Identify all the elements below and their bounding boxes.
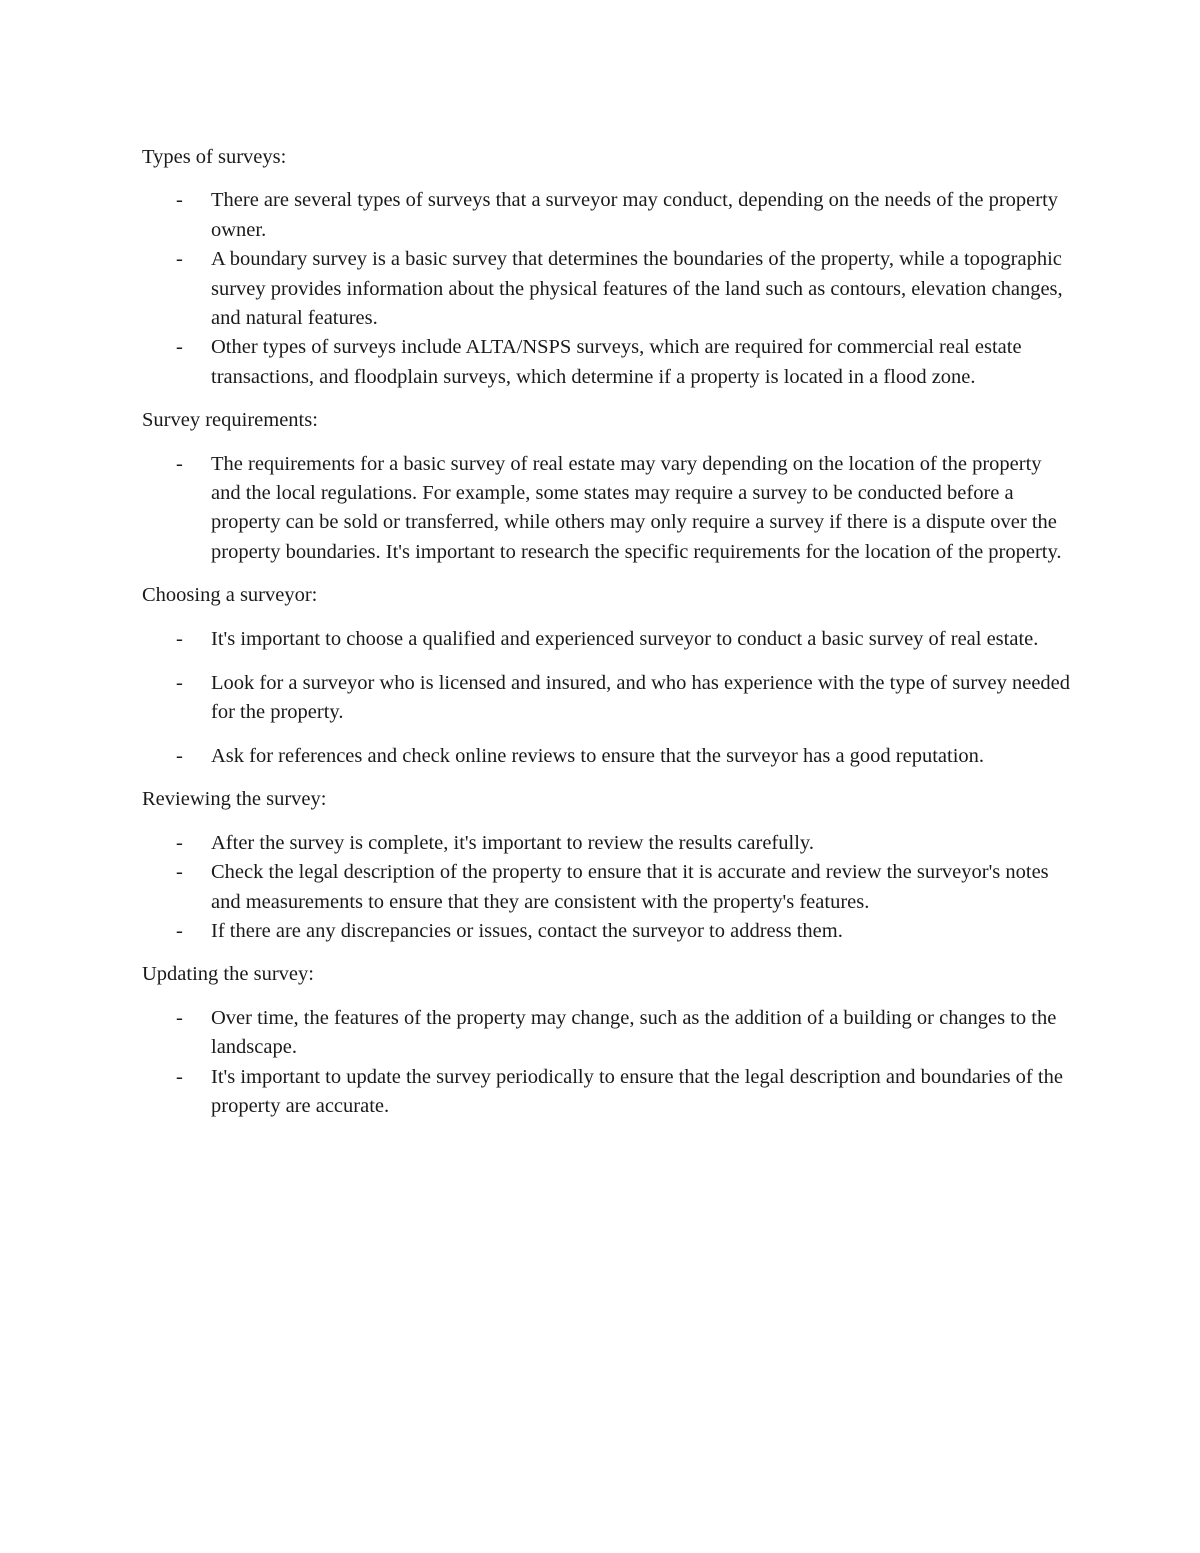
bullet-list bbox=[142, 625, 1072, 772]
list-item bbox=[142, 917, 1072, 946]
list-item bbox=[142, 1004, 1072, 1063]
section-heading: Choosing a surveyor: bbox=[142, 584, 318, 607]
list-item bbox=[142, 829, 1072, 858]
list-item-text: Check the legal description of the property to ensure that it is accurate and review the surveyor's notes and measurements to ensure that they are consistent with the property's features. bbox=[211, 861, 1049, 913]
bullet-dash: - bbox=[176, 861, 183, 884]
bullet-dash: - bbox=[176, 919, 183, 942]
list-item bbox=[142, 858, 1072, 917]
bullet-dash: - bbox=[176, 744, 183, 767]
section-updating-the-survey bbox=[142, 960, 1072, 1121]
bullet-dash: - bbox=[176, 671, 183, 694]
list-item bbox=[142, 742, 1072, 771]
bullet-list bbox=[142, 450, 1072, 568]
bullet-dash: - bbox=[176, 627, 183, 650]
list-item bbox=[142, 245, 1072, 333]
list-item-text: It's important to update the survey periodically to ensure that the legal description and boundaries of the property are accurate. bbox=[211, 1065, 1063, 1117]
bullet-dash: - bbox=[176, 1006, 183, 1029]
section-types-of-surveys bbox=[142, 143, 1072, 392]
bullet-dash: - bbox=[176, 1065, 183, 1088]
list-item bbox=[142, 669, 1072, 728]
section-choosing-a-surveyor bbox=[142, 581, 1072, 771]
section-heading: Reviewing the survey: bbox=[142, 788, 327, 811]
bullet-dash: - bbox=[176, 831, 183, 854]
bullet-dash: - bbox=[176, 189, 183, 212]
list-item bbox=[142, 333, 1072, 392]
section-heading: Survey requirements: bbox=[142, 409, 318, 432]
list-item bbox=[142, 186, 1072, 245]
list-item-text: Ask for references and check online reviews to ensure that the surveyor has a good reputation. bbox=[211, 744, 985, 767]
section-heading: Updating the survey: bbox=[142, 963, 314, 986]
section-survey-requirements bbox=[142, 406, 1072, 567]
list-item-text: Other types of surveys include ALTA/NSPS surveys, which are required for commercial real estate transactions, and floodplain surveys, which determine if a property is located in a flood zone. bbox=[211, 336, 1022, 388]
list-item-text: Over time, the features of the property may change, such as the addition of a building or changes to the landscape. bbox=[211, 1006, 1057, 1059]
list-item bbox=[142, 450, 1072, 568]
bullet-dash: - bbox=[176, 452, 183, 475]
section-reviewing-the-survey bbox=[142, 785, 1072, 946]
list-item bbox=[142, 1063, 1072, 1122]
list-item-text: There are several types of surveys that a surveyor may conduct, depending on the needs of the property owner. bbox=[211, 189, 1059, 241]
bullet-dash: - bbox=[176, 248, 183, 271]
list-item-text: Look for a surveyor who is licensed and insured, and who has experience with the type of survey needed for the property. bbox=[211, 671, 1071, 723]
bullet-dash: - bbox=[176, 336, 183, 359]
bullet-list bbox=[142, 1004, 1072, 1122]
bullet-list bbox=[142, 186, 1072, 392]
list-item-text: A boundary survey is a basic survey that determines the boundaries of the property, while a topographic survey provides information about the physical features of the land such as contours, elevation changes, and natural features. bbox=[211, 248, 1063, 330]
list-item-text: If there are any discrepancies or issues, contact the surveyor to address them. bbox=[211, 919, 843, 942]
document-body bbox=[142, 143, 1072, 1135]
list-item-text: The requirements for a basic survey of real estate may vary depending on the location of the property and the local regulations. For example, some states may require a survey to be conducted before a property can be sold or transferred, while others may only require a survey if there is a dispute over the property boundaries. It's important to research the specific requirements for the location of the property. bbox=[211, 452, 1062, 563]
bullet-list bbox=[142, 829, 1072, 947]
section-heading: Types of surveys: bbox=[142, 146, 287, 168]
list-item-text: After the survey is complete, it's important to review the results carefully. bbox=[211, 831, 814, 854]
list-item bbox=[142, 625, 1072, 654]
list-item-text: It's important to choose a qualified and experienced surveyor to conduct a basic survey of real estate. bbox=[211, 627, 1039, 650]
